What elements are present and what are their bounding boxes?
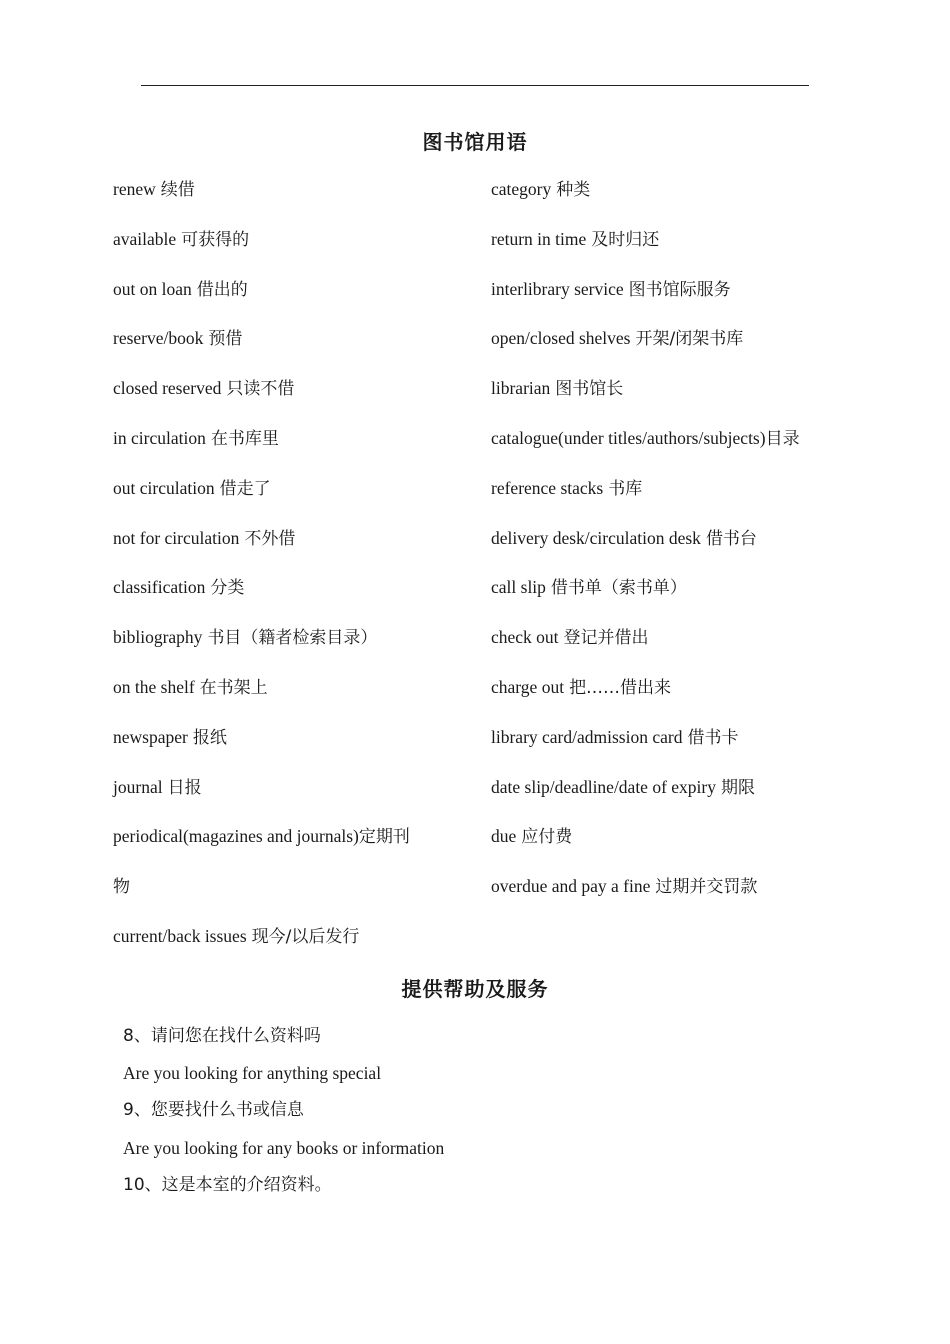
vocab-entry: [491, 319, 891, 369]
vocab-term: classification: [113, 577, 206, 598]
vocab-translation: 预借: [208, 329, 243, 350]
vocab-translation: 报纸: [192, 727, 227, 748]
vocab-translation: 分类: [210, 578, 245, 599]
vocab-translation: 开架/闭架书库: [635, 329, 744, 350]
vocab-entry: [491, 270, 891, 320]
vocab-term: open/closed shelves: [491, 328, 631, 349]
vocab-translation: 不外借: [244, 528, 296, 549]
vocab-entry: [113, 867, 473, 917]
vocab-entry: [491, 768, 891, 818]
vocab-term: category: [491, 179, 552, 199]
vocab-term: check out: [491, 627, 559, 648]
vocab-entry: [491, 369, 891, 419]
vocab-term: delivery desk/circulation desk: [491, 527, 701, 548]
vocab-entry: [491, 170, 891, 220]
section-title-library-terms: 图书馆用语: [422, 130, 528, 154]
vocab-entry: [491, 568, 891, 618]
vocab-term: out circulation: [113, 477, 215, 498]
vocab-translation: 续借: [160, 180, 195, 200]
vocab-entry: [113, 319, 473, 369]
vocab-entry: [113, 469, 473, 519]
vocab-term: periodical(magazines and journals): [113, 826, 359, 847]
vocab-entry: [113, 519, 473, 569]
vocab-term: reference stacks: [491, 477, 604, 498]
vocab-entry: [113, 369, 473, 419]
vocab-translation: 书目（籍者检索目录）: [207, 628, 378, 649]
vocab-entry: [491, 668, 891, 718]
vocab-translation: 借出的: [196, 279, 248, 300]
vocab-translation: 在书架上: [199, 677, 268, 698]
vocab-translation: 登记并借出: [563, 628, 649, 649]
vocab-translation: 及时归还: [591, 229, 660, 250]
dialog-line-english: Are you looking for anything special: [123, 1063, 382, 1084]
vocab-entry: [113, 170, 473, 220]
vocab-translation: 把……借出来: [569, 677, 672, 698]
vocab-entry: [113, 419, 473, 469]
dialog-line-chinese: 10、这是本室的介绍资料。: [123, 1174, 332, 1195]
vocab-translation: 种类: [556, 180, 591, 200]
vocab-entry: [113, 817, 473, 867]
vocab-translation: 期限: [721, 777, 755, 798]
vocab-translation: 借书单（索书单）: [550, 578, 687, 599]
vocab-term: current/back issues: [113, 925, 247, 946]
vocab-list-left: [113, 170, 473, 967]
vocab-translation: 只读不借: [226, 379, 295, 400]
vocab-translation: 图书馆长: [555, 379, 624, 400]
vocab-term: library card/admission card: [491, 726, 683, 747]
vocab-translation: 借书卡: [687, 727, 739, 748]
vocab-translation: 在书库里: [210, 428, 279, 449]
header-rule: [141, 85, 809, 86]
vocab-entry: [491, 718, 891, 768]
vocab-translation: 物: [113, 877, 130, 898]
vocab-translation: 定期刊: [358, 827, 410, 848]
section-title-help-services: 提供帮助及服务: [401, 977, 549, 1001]
vocab-entry: [113, 668, 473, 718]
vocab-term: librarian: [491, 378, 551, 399]
dialog-line-english: Are you looking for any books or information: [123, 1137, 445, 1158]
vocab-entry: [491, 469, 891, 519]
vocab-translation: 应付费: [521, 827, 573, 848]
vocab-translation: 书库: [608, 478, 643, 499]
vocab-translation: 过期并交罚款: [655, 877, 758, 898]
vocab-term: reserve/book: [113, 328, 204, 349]
dialog-line-chinese: 8、请问您在找什么资料吗: [123, 1026, 321, 1046]
vocab-term: due: [491, 826, 517, 847]
vocab-entry: [113, 618, 473, 668]
vocab-term: available: [113, 228, 177, 249]
vocab-term: interlibrary service: [491, 278, 624, 299]
vocab-term: not for circulation: [113, 527, 240, 548]
vocab-entry: [491, 220, 891, 270]
vocab-term: bibliography: [113, 627, 203, 648]
vocab-term: date slip/deadline/date of expiry: [491, 776, 716, 797]
vocab-entry: [113, 270, 473, 320]
vocab-translation: 现今/以后发行: [251, 926, 360, 947]
vocab-term: on the shelf: [113, 676, 195, 697]
vocab-term: return in time: [491, 228, 587, 249]
vocab-term: in circulation: [113, 427, 206, 448]
vocab-translation: 借书台: [705, 528, 757, 549]
vocab-entry: [113, 568, 473, 618]
vocab-entry: [113, 917, 473, 967]
vocab-translation: 可获得的: [181, 229, 250, 250]
vocab-entry: [113, 220, 473, 270]
vocab-term: out on loan: [113, 278, 192, 299]
vocab-term: catalogue(under titles/authors/subjects): [491, 427, 766, 448]
vocab-term: closed reserved: [113, 378, 222, 399]
vocab-term: renew: [113, 179, 156, 199]
vocab-translation: 图书馆际服务: [628, 279, 731, 300]
vocab-term: journal: [113, 776, 163, 797]
vocab-translation: 目录: [765, 428, 800, 449]
vocab-term: newspaper: [113, 726, 188, 747]
vocab-entry: [491, 867, 891, 917]
vocab-entry: [491, 419, 891, 469]
vocab-term: call slip: [491, 577, 546, 598]
vocab-list-right: [491, 170, 891, 917]
vocab-entry: [491, 618, 891, 668]
vocab-entry: [491, 817, 891, 867]
dialog-list: [123, 1018, 444, 1204]
dialog-line-chinese: 9、您要找什么书或信息: [123, 1100, 304, 1121]
vocab-translation: 日报: [167, 777, 202, 798]
vocab-term: charge out: [491, 676, 565, 697]
vocab-entry: [491, 519, 891, 569]
vocab-term: overdue and pay a fine: [491, 876, 651, 897]
vocab-entry: [113, 768, 473, 818]
vocab-translation: 借走了: [219, 478, 271, 499]
vocab-entry: [113, 718, 473, 768]
